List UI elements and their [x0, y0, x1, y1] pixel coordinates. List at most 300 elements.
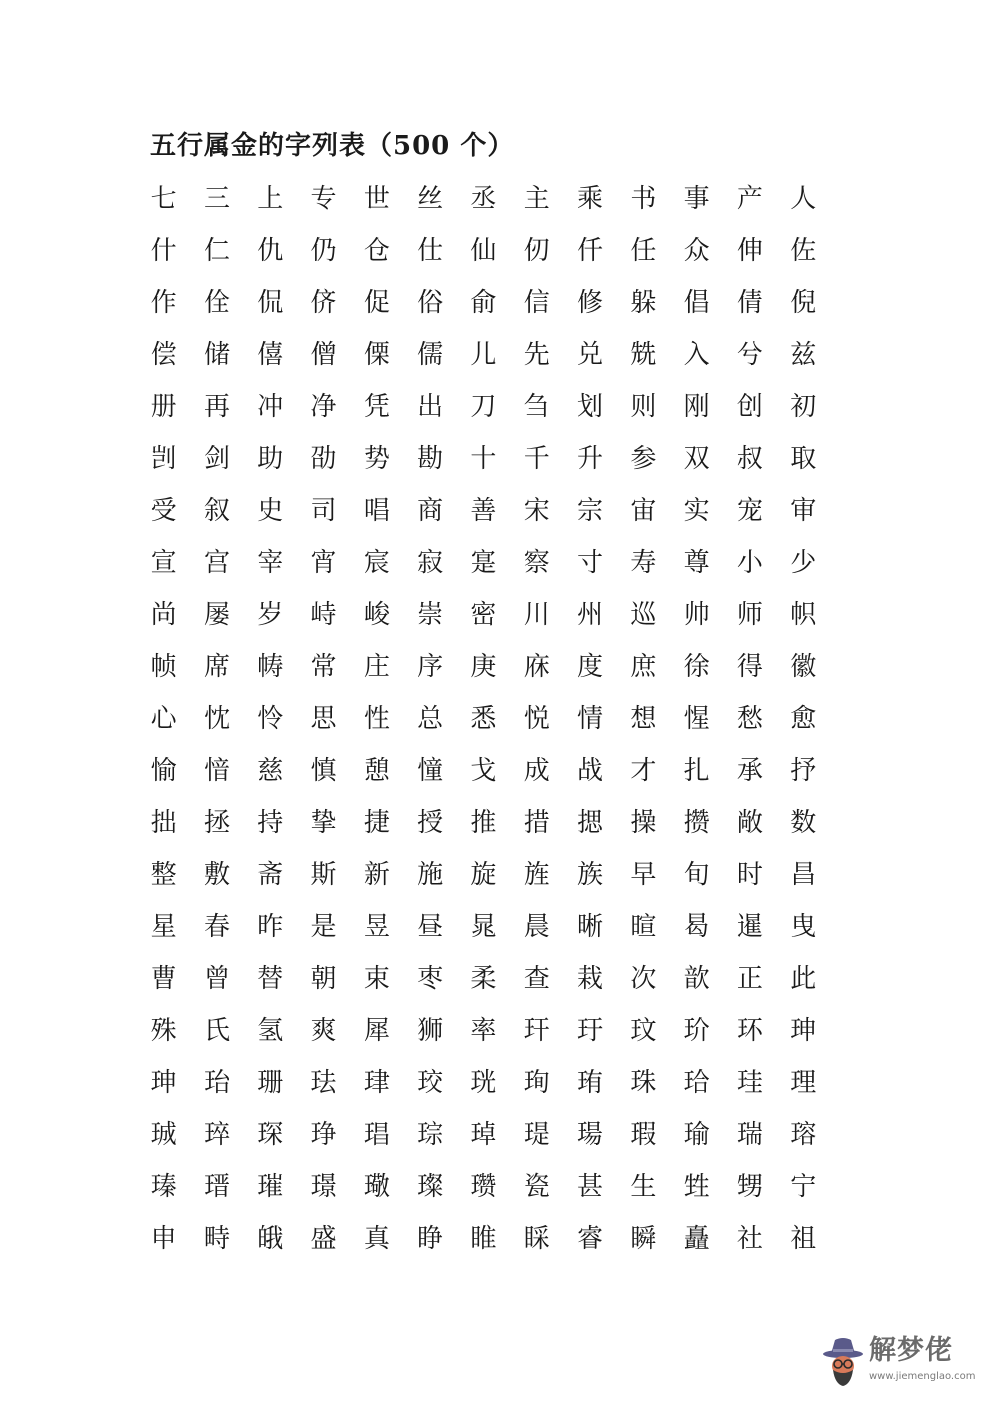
character-cell: 川 [523, 600, 550, 630]
character-cell: 玠 [683, 1016, 710, 1046]
character-cell: 善 [470, 496, 497, 526]
character-cell: 是 [310, 912, 337, 942]
character-cell: 珖 [470, 1068, 497, 1098]
character-cell: 昨 [257, 912, 284, 942]
character-cell: 琸 [470, 1120, 497, 1150]
character-cell: 丞 [470, 184, 497, 214]
character-cell: 助 [257, 444, 284, 474]
character-cell: 七 [150, 184, 177, 214]
character-cell: 修 [577, 288, 604, 318]
character-cell: 抒 [790, 756, 817, 786]
character-cell: 宗 [577, 496, 604, 526]
character-cell: 氏 [203, 1016, 230, 1046]
table-row [137, 1161, 837, 1213]
character-cell: 旋 [470, 860, 497, 890]
character-cell: 玗 [577, 1016, 604, 1046]
character-cell: 推 [470, 808, 497, 838]
character-cell: 环 [736, 1016, 763, 1046]
character-cell: 捷 [363, 808, 390, 838]
character-cell: 创 [736, 392, 763, 422]
character-cell: 朝 [310, 964, 337, 994]
mascot-icon [821, 1334, 865, 1390]
character-cell: 暹 [736, 912, 763, 942]
character-cell: 事 [683, 184, 710, 214]
table-row [137, 953, 837, 1005]
character-cell: 真 [363, 1224, 390, 1254]
character-cell: 施 [417, 860, 444, 890]
character-cell: 司 [310, 496, 337, 526]
character-cell: 成 [523, 756, 550, 786]
character-cell: 狮 [417, 1016, 444, 1046]
character-cell: 宋 [523, 496, 550, 526]
character-cell: 凭 [363, 392, 390, 422]
character-cell: 宣 [150, 548, 177, 578]
character-cell: 僖 [257, 340, 284, 370]
character-cell: 玟 [630, 1016, 657, 1046]
character-cell: 佐 [790, 236, 817, 266]
character-cell: 甥 [736, 1172, 763, 1202]
character-cell: 瑞 [736, 1120, 763, 1150]
character-cell: 初 [790, 392, 817, 422]
character-cell: 暄 [630, 912, 657, 942]
character-cell: 珣 [523, 1068, 550, 1098]
character-cell: 巡 [630, 600, 657, 630]
character-cell: 寂 [417, 548, 444, 578]
character-cell: 先 [523, 340, 550, 370]
character-cell: 昱 [363, 912, 390, 942]
character-cell: 栽 [577, 964, 604, 994]
character-cell: 常 [310, 652, 337, 682]
character-cell: 宫 [203, 548, 230, 578]
character-cell: 挚 [310, 808, 337, 838]
character-cell: 人 [790, 184, 817, 214]
page-title: 五行属金的字列表（500 个） [150, 131, 515, 161]
table-row [137, 1109, 837, 1161]
character-cell: 册 [150, 392, 177, 422]
character-cell: 侃 [257, 288, 284, 318]
table-row [137, 693, 837, 745]
character-cell: 屡 [203, 600, 230, 630]
character-cell: 儿 [470, 340, 497, 370]
character-cell: 乘 [577, 184, 604, 214]
character-cell: 甚 [577, 1172, 604, 1202]
table-row [137, 589, 837, 641]
character-cell: 琗 [203, 1120, 230, 1150]
character-cell: 敷 [203, 860, 230, 890]
character-cell: 双 [683, 444, 710, 474]
character-cell: 俞 [470, 288, 497, 318]
table-row [137, 537, 837, 589]
character-cell: 敞 [736, 808, 763, 838]
character-cell: 仓 [363, 236, 390, 266]
character-cell: 再 [203, 392, 230, 422]
character-cell: 忱 [203, 704, 230, 734]
character-cell: 睬 [523, 1224, 550, 1254]
character-cell: 倪 [790, 288, 817, 318]
character-cell: 揌 [577, 808, 604, 838]
character-cell: 上 [257, 184, 284, 214]
character-cell: 帅 [683, 600, 710, 630]
character-cell: 剑 [203, 444, 230, 474]
character-cell: 璀 [257, 1172, 284, 1202]
character-cell: 入 [683, 340, 710, 370]
character-cell: 史 [257, 496, 284, 526]
character-cell: 悉 [470, 704, 497, 734]
character-cell: 宵 [310, 548, 337, 578]
character-cell: 剀 [150, 444, 177, 474]
character-cell: 璥 [363, 1172, 390, 1202]
character-cell: 甡 [683, 1172, 710, 1202]
character-cell: 曳 [790, 912, 817, 942]
character-cell: 瑨 [203, 1172, 230, 1202]
character-cell: 琩 [363, 1120, 390, 1150]
character-cell: 枣 [417, 964, 444, 994]
character-cell: 势 [363, 444, 390, 474]
character-cell: 琤 [310, 1120, 337, 1150]
table-row [137, 1005, 837, 1057]
character-cell: 仇 [257, 236, 284, 266]
character-cell: 储 [203, 340, 230, 370]
character-cell: 慈 [257, 756, 284, 786]
character-cell: 兮 [736, 340, 763, 370]
character-cell: 信 [523, 288, 550, 318]
character-cell: 众 [683, 236, 710, 266]
character-cell: 察 [523, 548, 550, 578]
character-cell: 愈 [790, 704, 817, 734]
character-cell: 珠 [630, 1068, 657, 1098]
character-cell: 尚 [150, 600, 177, 630]
character-cell: 时 [736, 860, 763, 890]
character-cell: 侪 [310, 288, 337, 318]
character-cell: 氢 [257, 1016, 284, 1046]
character-cell: 旌 [523, 860, 550, 890]
character-cell: 任 [630, 236, 657, 266]
character-cell: 傈 [363, 340, 390, 370]
character-cell: 琛 [257, 1120, 284, 1150]
character-cell: 才 [630, 756, 657, 786]
table-row [137, 1057, 837, 1109]
table-row [137, 173, 837, 225]
character-cell: 主 [523, 184, 550, 214]
character-cell: 世 [363, 184, 390, 214]
character-cell: 岁 [257, 600, 284, 630]
character-cell: 庶 [630, 652, 657, 682]
character-cell: 生 [630, 1172, 657, 1202]
character-cell: 睁 [417, 1224, 444, 1254]
character-cell: 兑 [577, 340, 604, 370]
character-cell: 春 [203, 912, 230, 942]
character-cell: 授 [417, 808, 444, 838]
character-cell: 爽 [310, 1016, 337, 1046]
character-cell: 理 [790, 1068, 817, 1098]
character-cell: 则 [630, 392, 657, 422]
character-cell: 珒 [363, 1068, 390, 1098]
character-cell: 帱 [257, 652, 284, 682]
character-cell: 畤 [203, 1224, 230, 1254]
character-cell: 次 [630, 964, 657, 994]
character-cell: 珅 [790, 1016, 817, 1046]
character-cell: 寸 [577, 548, 604, 578]
character-cell: 瑒 [577, 1120, 604, 1150]
character-cell: 划 [577, 392, 604, 422]
character-cell: 劭 [310, 444, 337, 474]
character-cell: 愔 [203, 756, 230, 786]
character-cell: 心 [150, 704, 177, 734]
table-row [137, 485, 837, 537]
character-cell: 千 [523, 444, 550, 474]
table-row [137, 745, 837, 797]
character-cell: 庄 [363, 652, 390, 682]
character-cell: 小 [736, 548, 763, 578]
character-cell: 拙 [150, 808, 177, 838]
character-cell: 整 [150, 860, 177, 890]
character-cell: 实 [683, 496, 710, 526]
character-cell: 度 [577, 652, 604, 682]
character-cell: 愉 [150, 756, 177, 786]
table-row [137, 381, 837, 433]
character-cell: 珐 [310, 1068, 337, 1098]
character-cell: 冲 [257, 392, 284, 422]
character-cell: 叔 [736, 444, 763, 474]
character-cell: 愁 [736, 704, 763, 734]
character-cell: 寿 [630, 548, 657, 578]
character-cell: 仙 [470, 236, 497, 266]
character-cell: 仍 [310, 236, 337, 266]
character-cell: 新 [363, 860, 390, 890]
character-cell: 此 [790, 964, 817, 994]
character-cell: 总 [417, 704, 444, 734]
character-cell: 璟 [310, 1172, 337, 1202]
character-cell: 唱 [363, 496, 390, 526]
character-cell: 珨 [683, 1068, 710, 1098]
character-cell: 瑅 [523, 1120, 550, 1150]
character-cell: 帧 [150, 652, 177, 682]
character-cell: 戈 [470, 756, 497, 786]
character-cell: 升 [577, 444, 604, 474]
character-cell: 密 [470, 600, 497, 630]
character-cell: 瑢 [790, 1120, 817, 1150]
character-cell: 怜 [257, 704, 284, 734]
character-cell: 叙 [203, 496, 230, 526]
character-cell: 睢 [470, 1224, 497, 1254]
character-cell: 悦 [523, 704, 550, 734]
character-cell: 瑕 [630, 1120, 657, 1150]
character-cell: 晰 [577, 912, 604, 942]
character-cell: 受 [150, 496, 177, 526]
character-cell: 瑜 [683, 1120, 710, 1150]
character-cell: 序 [417, 652, 444, 682]
character-cell: 祖 [790, 1224, 817, 1254]
character-cell: 束 [363, 964, 390, 994]
character-cell: 书 [630, 184, 657, 214]
character-cell: 想 [630, 704, 657, 734]
character-cell: 宰 [257, 548, 284, 578]
character-cell: 替 [257, 964, 284, 994]
character-cell: 寔 [470, 548, 497, 578]
character-cell: 崇 [417, 600, 444, 630]
character-cell: 慎 [310, 756, 337, 786]
character-cell: 社 [736, 1224, 763, 1254]
character-cell: 儒 [417, 340, 444, 370]
character-cell: 审 [790, 496, 817, 526]
character-cell: 兹 [790, 340, 817, 370]
character-cell: 早 [630, 860, 657, 890]
character-cell: 扎 [683, 756, 710, 786]
character-cell: 尊 [683, 548, 710, 578]
character-cell: 仟 [577, 236, 604, 266]
character-cell: 刍 [523, 392, 550, 422]
character-cell: 净 [310, 392, 337, 422]
character-cell: 晨 [523, 912, 550, 942]
character-cell: 州 [577, 600, 604, 630]
character-cell: 瑧 [150, 1172, 177, 1202]
watermark [821, 1332, 976, 1392]
character-cell: 珊 [257, 1068, 284, 1098]
watermark-url: www.jiemenglao.com [869, 1371, 976, 1382]
character-cell: 柔 [470, 964, 497, 994]
character-cell: 宸 [363, 548, 390, 578]
table-row [137, 329, 837, 381]
character-cell: 持 [257, 808, 284, 838]
character-cell: 席 [203, 652, 230, 682]
table-row [137, 433, 837, 485]
table-row [137, 901, 837, 953]
character-cell: 斋 [257, 860, 284, 890]
character-cell: 珛 [577, 1068, 604, 1098]
character-cell: 商 [417, 496, 444, 526]
character-cell: 少 [790, 548, 817, 578]
table-row [137, 797, 837, 849]
character-cell: 皒 [257, 1224, 284, 1254]
character-cell: 产 [736, 184, 763, 214]
watermark-brand: 解梦佬 [869, 1335, 953, 1366]
character-cell: 憩 [363, 756, 390, 786]
character-cell: 珅 [150, 1068, 177, 1098]
character-cell: 峻 [363, 600, 390, 630]
character-cell: 情 [577, 704, 604, 734]
character-cell: 拯 [203, 808, 230, 838]
table-row [137, 1213, 837, 1265]
character-cell: 惺 [683, 704, 710, 734]
table-row [137, 849, 837, 901]
character-cell: 徽 [790, 652, 817, 682]
character-cell: 仕 [417, 236, 444, 266]
character-cell: 曾 [203, 964, 230, 994]
character-cell: 斯 [310, 860, 337, 890]
character-cell: 正 [736, 964, 763, 994]
character-cell: 丝 [417, 184, 444, 214]
character-cell: 促 [363, 288, 390, 318]
character-cell: 十 [470, 444, 497, 474]
character-cell: 矗 [683, 1224, 710, 1254]
character-cell: 琮 [417, 1120, 444, 1150]
character-cell: 璨 [417, 1172, 444, 1202]
character-cell: 取 [790, 444, 817, 474]
character-cell: 瓷 [523, 1172, 550, 1202]
character-cell: 数 [790, 808, 817, 838]
character-cell: 帜 [790, 600, 817, 630]
character-cell: 旬 [683, 860, 710, 890]
character-cell: 宙 [630, 496, 657, 526]
character-cell: 曹 [150, 964, 177, 994]
character-cell: 得 [736, 652, 763, 682]
character-cell: 师 [736, 600, 763, 630]
character-cell: 昌 [790, 860, 817, 890]
character-cell: 承 [736, 756, 763, 786]
character-cell: 峙 [310, 600, 337, 630]
character-cell: 宁 [790, 1172, 817, 1202]
character-cell: 申 [150, 1224, 177, 1254]
character-cell: 珪 [736, 1068, 763, 1098]
character-cell: 瞬 [630, 1224, 657, 1254]
character-cell: 率 [470, 1016, 497, 1046]
character-cell: 出 [417, 392, 444, 422]
character-cell: 偿 [150, 340, 177, 370]
table-row [137, 641, 837, 693]
character-cell: 睿 [577, 1224, 604, 1254]
character-cell: 盛 [310, 1224, 337, 1254]
character-cell: 勘 [417, 444, 444, 474]
character-cell: 作 [150, 288, 177, 318]
character-cell: 玕 [523, 1016, 550, 1046]
character-cell: 庥 [523, 652, 550, 682]
character-cell: 倩 [736, 288, 763, 318]
character-cell: 殊 [150, 1016, 177, 1046]
table-row [137, 277, 837, 329]
character-cell: 思 [310, 704, 337, 734]
character-cell: 昼 [417, 912, 444, 942]
character-cell: 战 [577, 756, 604, 786]
character-cell: 徐 [683, 652, 710, 682]
character-cell: 措 [523, 808, 550, 838]
character-cell: 犀 [363, 1016, 390, 1046]
character-cell: 兟 [630, 340, 657, 370]
character-cell: 参 [630, 444, 657, 474]
character-cell: 刀 [470, 392, 497, 422]
character-cell: 仁 [203, 236, 230, 266]
character-cell: 查 [523, 964, 550, 994]
character-cell: 刚 [683, 392, 710, 422]
character-cell: 瓒 [470, 1172, 497, 1202]
character-cell: 珓 [417, 1068, 444, 1098]
character-cell: 躲 [630, 288, 657, 318]
character-cell: 俗 [417, 288, 444, 318]
character-cell: 倡 [683, 288, 710, 318]
character-cell: 曷 [683, 912, 710, 942]
character-cell: 攒 [683, 808, 710, 838]
character-cell: 晁 [470, 912, 497, 942]
character-cell: 仞 [523, 236, 550, 266]
character-cell: 宠 [736, 496, 763, 526]
character-cell: 星 [150, 912, 177, 942]
character-table [137, 173, 837, 1265]
character-cell: 专 [310, 184, 337, 214]
character-cell: 性 [363, 704, 390, 734]
character-cell: 伸 [736, 236, 763, 266]
character-cell: 庚 [470, 652, 497, 682]
character-cell: 珹 [150, 1120, 177, 1150]
character-cell: 佺 [203, 288, 230, 318]
character-cell: 族 [577, 860, 604, 890]
character-cell: 三 [203, 184, 230, 214]
table-row [137, 225, 837, 277]
character-cell: 操 [630, 808, 657, 838]
character-cell: 珆 [203, 1068, 230, 1098]
character-cell: 僧 [310, 340, 337, 370]
character-cell: 憧 [417, 756, 444, 786]
character-cell: 什 [150, 236, 177, 266]
character-cell: 歆 [683, 964, 710, 994]
